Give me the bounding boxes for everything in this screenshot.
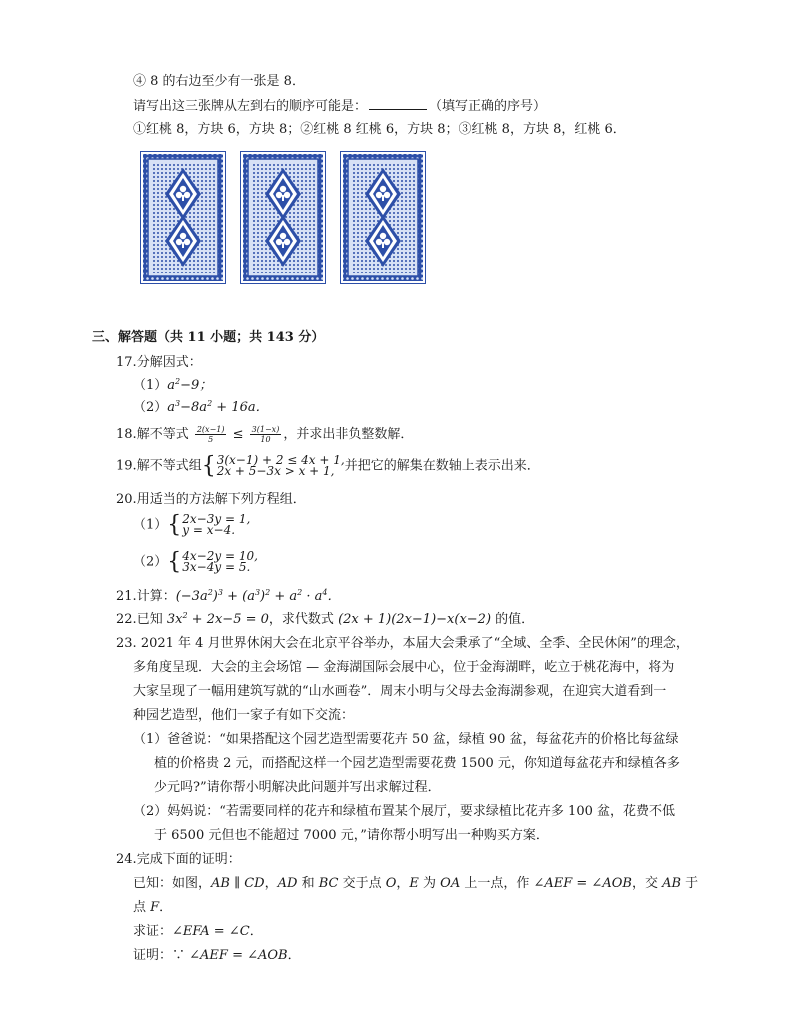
- q22-number: 22.: [116, 612, 137, 627]
- q24-seg-bc: BC: [318, 876, 339, 891]
- q22-suffix: 的值．: [495, 612, 535, 627]
- q20-text: 用适当的方法解下列方程组．: [136, 492, 306, 507]
- section-title: 三、解答题（共 11 小题；共 143 分）: [92, 330, 325, 345]
- answer-blank[interactable]: [369, 97, 427, 110]
- q24-given-prefix: 已知：如图，: [133, 876, 212, 891]
- q22-condition: $3x^2 + 2x-5 = 0$: [166, 611, 269, 627]
- q22-prefix: 已知: [136, 612, 163, 627]
- q19-prefix: 解不等式组: [136, 458, 202, 474]
- question-line: [133, 97, 546, 116]
- q23-number: 23.: [116, 636, 137, 651]
- q23-text-line4: 种园艺造型，他们一家子有如下交流：: [133, 708, 355, 723]
- q24-proof-line: [133, 947, 301, 965]
- q24-angle-eq: ∠AEF = ∠AOB: [533, 876, 632, 891]
- q19-suffix: 并把它的解集在数轴上表示出来．: [344, 458, 540, 474]
- q22-middle: ，求代数式: [268, 612, 334, 627]
- q20-part1: （1）{2x−3y = 1, y = x−4.: [133, 511, 251, 538]
- q22-expr: (2x + 1)(2x−1)−x(x−2): [338, 612, 492, 627]
- options-line: ①红桃 8，方块 6，方块 8；②红桃 8 红桃 6，方块 8；③红桃 8，方块 8，红桃 6．: [133, 122, 626, 137]
- q21-line: [116, 588, 341, 606]
- q17-text: 分解因式：: [136, 355, 202, 370]
- q24-period: ．: [159, 900, 173, 915]
- q24-number: 24.: [116, 852, 137, 867]
- q24-prove-period: ．: [249, 924, 263, 939]
- q23-part1-line3: 少元吗?”请你帮小明解决此问题并写出求解过程．: [154, 780, 441, 795]
- q24-point-e: E: [409, 876, 419, 891]
- q24-seg-ad: AD: [277, 876, 298, 891]
- q24-and: 和: [297, 876, 319, 891]
- q18-left-fraction: $\frac{2(x-1)}{5}$: [196, 425, 225, 444]
- q19-system: 3(x−1) + 2 ≤ 4x + 1, 2x + 5−3x > x + 1,: [216, 453, 345, 478]
- q18-right-fraction: $\frac{3(1-x)}{10}$: [251, 425, 280, 444]
- q17-part2: [133, 399, 269, 417]
- q23-part2-line2: 于 6500 元但也不能超过 7000 元，”请你帮小明写出一种购买方案．: [154, 828, 549, 843]
- q17-stem: [116, 354, 202, 372]
- q18-number: 18.: [116, 427, 137, 442]
- q20-part2-label: （2）: [133, 554, 168, 570]
- q24-given-line1: [133, 875, 698, 893]
- q23-text-line2: 多角度呈现．大会的主会场馆 — 金海湖国际会展中心，位于金海湖畔，屹立于桃花海中，将为: [133, 660, 675, 675]
- q17-part1-label: （1）: [133, 378, 168, 393]
- condition-4: ④ 8 的右边至少有一张是 8．: [133, 74, 305, 89]
- q17-number: 17.: [116, 355, 137, 370]
- q20-part1-label: （1）: [133, 517, 168, 533]
- q24-stem: [116, 851, 241, 869]
- q17-part1: [133, 377, 212, 395]
- q24-intersect: 交于点: [338, 876, 386, 891]
- q24-meets: ，交: [631, 876, 663, 891]
- playing-card-back-1: [140, 151, 226, 284]
- q24-prove-statement: ∠EFA = ∠C: [172, 924, 250, 939]
- q23-part2-line1: （2）妈妈说：“若需要同样的花卉和绿植布置某个展厅，要求绿植比花卉多 100 盆，花费不低: [133, 804, 675, 819]
- q24-prove-label: 求证：: [133, 924, 173, 939]
- q24-point-o: O: [385, 876, 397, 891]
- q21-expr: $(-3a^2)^3 + (a^3)^2 + a^2 \cdot a^4$．: [175, 588, 341, 604]
- q24-construct: 上一点，作: [460, 876, 534, 891]
- q22-line: [116, 611, 534, 629]
- q24-prove-line: [133, 923, 263, 941]
- q20-part2-system: 4x−2y = 10, 3x−4y = 5.: [182, 549, 258, 574]
- q24-proof-period: ．: [287, 948, 301, 963]
- q23-text-line1: 2021 年 4 月世界休闲大会在北京平谷举办，本届大会秉承了“全域、全季、全民休闲”的理念，: [140, 636, 689, 651]
- q24-comma2: ，: [396, 876, 410, 891]
- q24-parallel: AB ∥ CD: [211, 876, 265, 891]
- q18-suffix: ，并求出非负整数解．: [283, 427, 414, 442]
- q23-line1: [116, 635, 689, 653]
- q24-seg-oa: OA: [440, 876, 461, 891]
- q20-stem: [116, 491, 306, 509]
- q24-proof-label: 证明：∵: [133, 948, 190, 963]
- q20-number: 20.: [116, 492, 137, 507]
- q24-text: 完成下面的证明：: [136, 852, 241, 867]
- q24-proof-statement: ∠AEF = ∠AOB: [189, 948, 288, 963]
- q18-line: 18.解不等式 $\frac{2(x-1)}{5}$ ≤ $\frac{3(1-x)}{10}$ ，并求出非负整数解．: [116, 425, 414, 444]
- q24-point-word: 点: [133, 900, 151, 915]
- q21-prefix: 计算：: [136, 589, 176, 604]
- q17-part2-label: （2）: [133, 400, 168, 415]
- q24-at: 于: [681, 876, 699, 891]
- playing-card-back-3: [340, 151, 426, 284]
- q24-given-line2: [133, 899, 172, 917]
- q21-number: 21.: [116, 589, 137, 604]
- q20-part1-system: 2x−3y = 1, y = x−4.: [182, 512, 251, 537]
- q20-part2: （2）{4x−2y = 10, 3x−4y = 5.: [133, 548, 258, 575]
- q23-part1-line1: （1）爸爸说：“如果搭配这个园艺造型需要花卉 50 盆，绿植 90 盆，每盆花卉的价格比每盆绿: [133, 732, 679, 747]
- playing-card-back-2: [240, 151, 326, 284]
- q24-is: 为: [418, 876, 441, 891]
- q24-point-f: F: [150, 900, 160, 915]
- q19-number: 19.: [116, 458, 137, 474]
- q19-line: 19.解不等式组{3(x−1) + 2 ≤ 4x + 1, 2x + 5−3x > x + 1, 并把它的解集在数轴上表示出来．: [116, 452, 540, 479]
- q24-seg-ab: AB: [662, 876, 682, 891]
- q23-text-line3: 大家呈现了一幅用建筑写就的“山水画卷”．周末小明与父母去金海湖参观，在迎宾大道看到一: [133, 684, 667, 699]
- q17-part2-expr: $a^3-8a^2 + 16a$．: [167, 399, 269, 415]
- q18-prefix: 解不等式: [136, 427, 189, 442]
- q17-part1-expr: $a^2-9$；: [167, 377, 213, 393]
- question-prefix: 请写出这三张牌从左到右的顺序可能是：: [133, 99, 368, 114]
- q24-comma1: ，: [264, 876, 278, 891]
- question-suffix: （填写正确的序号）: [429, 99, 547, 114]
- q23-part1-line2: 植的价格贵 2 元，而搭配这样一个园艺造型需要花费 1500 元，你知道每盆花卉和绿植各多: [154, 756, 680, 771]
